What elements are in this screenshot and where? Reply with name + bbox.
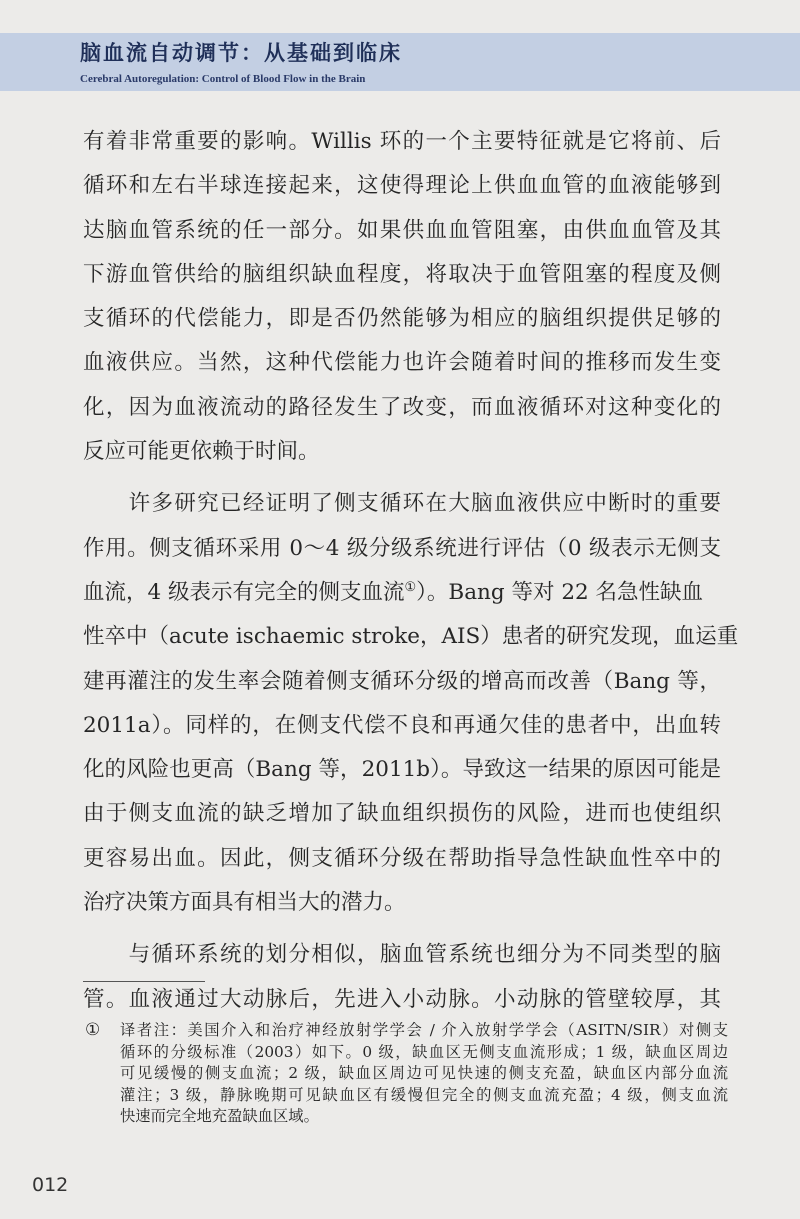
body-line: 作用。侧支循环采用 0～4 级分级系统进行评估（0 级表示无侧支 (83, 535, 721, 561)
body-line: 达脑血管系统的任一部分。如果供血血管阻塞，由供血血管及其 (83, 217, 721, 243)
footnote-line: 译者注：美国介入和治疗神经放射学学会 / 介入放射学学会（ASITN/SIR）对侧支 (120, 1021, 728, 1039)
footnote-text (120, 1020, 728, 1128)
body-line: 血液供应。当然，这种代偿能力也许会随着时间的推移而发生变 (83, 350, 721, 376)
footnote-reference[interactable]: ① (404, 579, 417, 595)
body-line: 下游血管供给的脑组织缺血程度，将取决于血管阻塞的程度及侧 (83, 261, 721, 287)
body-line: 许多研究已经证明了侧支循环在大脑血液供应中断时的重要 (83, 491, 721, 517)
body-line: 有着非常重要的影响。Willis 环的一个主要特征就是它将前、后 (83, 129, 721, 154)
footnote-line: 快速而完全地充盈缺血区域。 (120, 1107, 319, 1126)
body-line-head: 血流，4 级表示有完全的侧支血流 (83, 579, 405, 605)
body-line: 管。血液通过大动脉后，先进入小动脉。小动脉的管壁较厚，其 (83, 986, 721, 1012)
body-text (83, 120, 739, 1022)
footnote-rule (83, 981, 205, 982)
body-line-tail: ）。Bang 等对 22 名急性缺血 (416, 579, 704, 605)
running-header (0, 33, 800, 91)
body-line: 治疗决策方面具有相当大的潜力。 (83, 890, 406, 916)
footnote-line: 灌注；3 级，静脉晚期可见缺血区有缓慢但完全的侧支血流充盈；4 级，侧支血流 (120, 1085, 728, 1104)
body-line: 与循环系统的划分相似，脑血管系统也细分为不同类型的脑 (83, 942, 721, 968)
body-line: 循环和左右半球连接起来，这使得理论上供血血管的血液能够到 (83, 173, 721, 199)
footnote-line: 循环的分级标准（2003）如下。0 级，缺血区无侧支血流形成；1 级，缺血区周边 (120, 1042, 728, 1061)
body-line: 化的风险也更高（Bang 等，2011b）。导致这一结果的原因可能是 (83, 757, 721, 783)
body-line: 性卒中（acute ischaemic stroke，AIS）患者的研究发现，血运重 (83, 624, 739, 650)
page-number: 012 (32, 1174, 69, 1196)
body-line: 更容易出血。因此，侧支循环分级在帮助指导急性缺血性卒中的 (83, 845, 721, 871)
body-line: 由于侧支血流的缺乏增加了缺血组织损伤的风险，进而也使组织 (83, 801, 721, 827)
body-line: 建再灌注的发生率会随着侧支循环分级的增高而改善（Bang 等， (83, 668, 721, 694)
body-line: 支循环的代偿能力，即是否仍然能够为相应的脑组织提供足够的 (83, 306, 721, 332)
body-line: 2011a）。同样的，在侧支代偿不良和再通欠佳的患者中，出血转 (83, 712, 721, 738)
footnote-marker: ① (85, 1020, 101, 1040)
book-subtitle: Cerebral Autoregulation: Control of Blood Flow in the Brain (80, 73, 366, 85)
body-line-with-reference (83, 571, 721, 615)
book-title: 脑血流自动调节：从基础到临床 (80, 41, 402, 65)
body-line: 反应可能更依赖于时间。 (83, 439, 320, 465)
footnote-line: 可见缓慢的侧支血流；2 级，缺血区周边可见快速的侧支充盈，缺血区内部分血流 (120, 1064, 728, 1083)
body-line: 化，因为血液流动的路径发生了改变，而血液循环对这种变化的 (83, 394, 721, 420)
